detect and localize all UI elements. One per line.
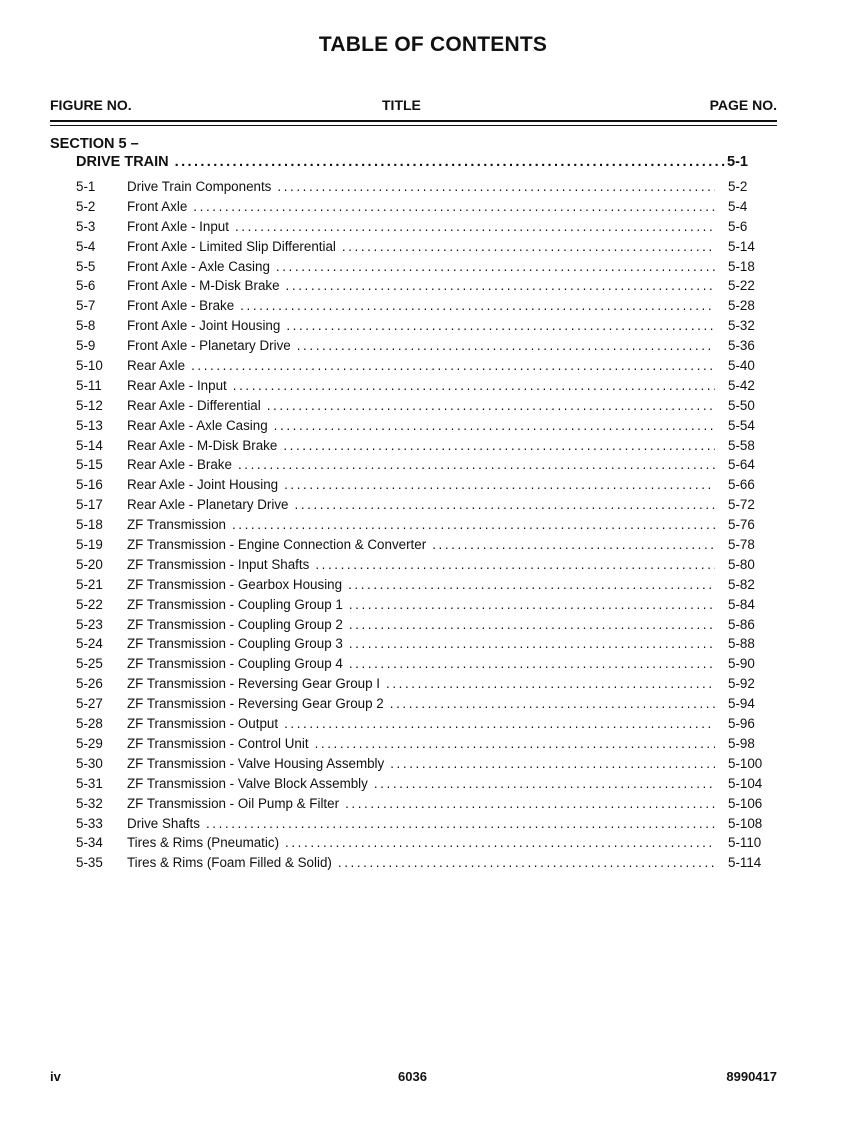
dot-leader <box>191 356 715 376</box>
dot-leader <box>390 754 715 774</box>
section-heading[interactable] <box>76 154 748 174</box>
figure-title: Front Axle - Input <box>127 218 229 234</box>
toc-entry[interactable] <box>76 774 768 794</box>
toc-entry[interactable] <box>76 833 768 853</box>
figure-number: 5-14 <box>76 437 103 453</box>
page-number: 5-40 <box>728 358 755 374</box>
toc-entry[interactable] <box>76 515 768 535</box>
dot-leader <box>267 396 715 416</box>
figure-number: 5-34 <box>76 835 103 851</box>
page-number: 5-84 <box>728 596 755 612</box>
figure-title: Rear Axle - Brake <box>127 457 232 473</box>
dot-leader <box>349 654 715 674</box>
section-page: 5-1 <box>727 154 748 170</box>
page-number: 5-106 <box>728 795 763 811</box>
figure-number: 5-25 <box>76 656 103 672</box>
dot-leader <box>432 535 715 555</box>
page-number: 5-90 <box>728 656 755 672</box>
page-number: 5-14 <box>728 238 755 254</box>
dot-leader <box>193 197 715 217</box>
toc-entry[interactable] <box>76 495 768 515</box>
toc-entry[interactable] <box>76 555 768 575</box>
page-number: 5-6 <box>728 218 748 234</box>
figure-title: ZF Transmission - Gearbox Housing <box>127 576 343 592</box>
page-number: 5-18 <box>728 258 755 274</box>
figure-number: 5-4 <box>76 238 96 254</box>
figure-number: 5-8 <box>76 318 96 334</box>
page-footer <box>50 1069 777 1087</box>
toc-entry[interactable] <box>76 376 768 396</box>
figure-title: ZF Transmission - Oil Pump & Filter <box>127 795 340 811</box>
figure-title: ZF Transmission - Coupling Group 2 <box>127 616 343 632</box>
toc-entry[interactable] <box>76 217 768 237</box>
figure-title: ZF Transmission <box>127 517 226 533</box>
dot-leader <box>348 575 715 595</box>
dot-leader <box>274 416 715 436</box>
figure-number: 5-22 <box>76 596 103 612</box>
dot-leader <box>232 515 715 535</box>
page-number: 5-54 <box>728 417 755 433</box>
toc-entry[interactable] <box>76 475 768 495</box>
figure-title: ZF Transmission - Valve Block Assembly <box>127 775 368 791</box>
figure-title: Rear Axle - Differential <box>127 397 261 413</box>
page-number: 5-50 <box>728 397 755 413</box>
figure-number: 5-11 <box>76 377 102 393</box>
page-number: 5-114 <box>728 855 762 871</box>
toc-entry[interactable] <box>76 853 768 873</box>
figure-number: 5-5 <box>76 258 96 274</box>
figure-title: Drive Train Components <box>127 179 272 194</box>
dot-leader <box>374 774 715 794</box>
toc-entry[interactable] <box>76 455 768 475</box>
dot-leader <box>349 615 715 635</box>
figure-number: 5-32 <box>76 795 103 811</box>
toc-entry[interactable] <box>76 794 768 814</box>
dot-leader <box>206 814 715 834</box>
figure-number: 5-13 <box>76 417 103 433</box>
figure-title: ZF Transmission - Coupling Group 4 <box>127 656 343 672</box>
dot-leader <box>295 495 716 515</box>
column-headers <box>50 97 777 117</box>
title-header: TITLE <box>382 97 421 113</box>
figure-title: Front Axle - Axle Casing <box>127 258 270 274</box>
page-number: 5-94 <box>728 696 755 712</box>
page-no-header: PAGE NO. <box>709 97 777 113</box>
page-number: 5-96 <box>728 716 755 732</box>
page-number: 5-108 <box>728 815 763 831</box>
figure-title: Rear Axle - M-Disk Brake <box>127 437 278 453</box>
page-number: 5-72 <box>728 497 755 513</box>
page-number: 5-22 <box>728 278 755 294</box>
page-number: 5-80 <box>728 556 755 572</box>
dot-leader <box>349 634 715 654</box>
dot-leader <box>240 296 715 316</box>
figure-number: 5-28 <box>76 716 103 732</box>
figure-number: 5-7 <box>76 298 96 314</box>
dot-leader <box>284 475 715 495</box>
figure-number: 5-19 <box>76 537 103 553</box>
figure-number: 5-29 <box>76 735 103 751</box>
figure-number: 5-27 <box>76 696 103 712</box>
figure-title: Tires & Rims (Foam Filled & Solid) <box>127 855 332 871</box>
figure-number: 5-2 <box>76 198 96 214</box>
figure-title: ZF Transmission - Engine Connection & Converter <box>127 537 427 553</box>
page-number: 5-82 <box>728 576 755 592</box>
page-number: 5-66 <box>728 477 755 493</box>
dot-leader <box>342 237 715 257</box>
toc-entry[interactable] <box>76 634 768 654</box>
toc-entry[interactable] <box>76 336 768 356</box>
figure-number: 5-33 <box>76 815 103 831</box>
figure-title: Drive Shafts <box>127 815 200 831</box>
dot-leader <box>238 455 715 475</box>
toc-entry[interactable] <box>76 177 768 197</box>
toc-entry[interactable] <box>76 396 768 416</box>
figure-title: Tires & Rims (Pneumatic) <box>127 835 280 851</box>
figure-title: Front Axle - Brake <box>127 298 235 314</box>
dot-leader <box>390 694 715 714</box>
dot-leader <box>276 257 715 277</box>
figure-number: 5-15 <box>76 457 103 473</box>
page-number: 5-98 <box>728 735 755 751</box>
figure-title: ZF Transmission - Reversing Gear Group 2 <box>127 696 384 712</box>
figure-title: Front Axle - Joint Housing <box>127 318 281 334</box>
figure-number: 5-26 <box>76 676 103 692</box>
figure-title: Rear Axle - Axle Casing <box>127 417 268 433</box>
figure-title: ZF Transmission - Reversing Gear Group I <box>127 676 381 692</box>
figure-number: 5-20 <box>76 556 103 572</box>
figure-number: 5-23 <box>76 616 103 632</box>
toc-entry[interactable] <box>76 356 768 376</box>
toc-entry-list <box>76 177 768 873</box>
section-name: DRIVE TRAIN <box>76 154 169 170</box>
figure-title: ZF Transmission - Output <box>127 716 279 732</box>
footer-model: 6036 <box>398 1069 427 1084</box>
header-rule-thick <box>50 120 777 122</box>
dot-leader <box>386 674 715 694</box>
page-number: 5-4 <box>728 198 748 214</box>
toc-entry[interactable] <box>76 237 768 257</box>
figure-title: ZF Transmission - Coupling Group 1 <box>127 596 343 612</box>
figure-number: 5-24 <box>76 636 103 652</box>
figure-no-header: FIGURE NO. <box>50 97 132 113</box>
page-number: 5-2 <box>728 179 748 194</box>
dot-leader <box>284 714 715 734</box>
figure-number: 5-10 <box>76 358 103 374</box>
toc-entry[interactable] <box>76 595 768 615</box>
figure-title: Rear Axle - Joint Housing <box>127 477 279 493</box>
toc-entry[interactable] <box>76 276 768 296</box>
toc-entry[interactable] <box>76 694 768 714</box>
page-number: 5-104 <box>728 775 763 791</box>
figure-number: 5-31 <box>76 775 103 791</box>
figure-title: ZF Transmission - Input Shafts <box>127 556 310 572</box>
dot-leader <box>315 734 715 754</box>
toc-entry[interactable] <box>76 296 768 316</box>
figure-title: Front Axle <box>127 198 188 214</box>
figure-title: Front Axle - M-Disk Brake <box>127 278 280 294</box>
figure-number: 5-30 <box>76 755 103 771</box>
page-number: 5-78 <box>728 537 755 553</box>
page-number: 5-88 <box>728 636 755 652</box>
footer-doc-number: 8990417 <box>726 1069 777 1084</box>
toc-entry[interactable] <box>76 535 768 555</box>
toc-entry[interactable] <box>76 257 768 277</box>
page-number: 5-76 <box>728 517 755 533</box>
toc-entry[interactable] <box>76 416 768 436</box>
header-rule-thin <box>50 125 777 126</box>
toc-entry[interactable] <box>76 575 768 595</box>
page-number: 5-32 <box>728 318 755 334</box>
figure-number: 5-16 <box>76 477 103 493</box>
toc-entry[interactable] <box>76 734 768 754</box>
dot-leader <box>277 177 715 197</box>
dot-leader <box>338 853 715 873</box>
page-number: 5-42 <box>728 377 755 393</box>
figure-title: Front Axle - Limited Slip Differential <box>127 238 336 254</box>
dot-leader <box>315 555 715 575</box>
dot-leader <box>233 376 715 396</box>
page-number: 5-110 <box>728 835 762 851</box>
figure-number: 5-35 <box>76 855 103 871</box>
toc-entry[interactable] <box>76 714 768 734</box>
page-number: 5-100 <box>728 755 763 771</box>
dot-leader <box>235 217 715 237</box>
figure-number: 5-21 <box>76 576 103 592</box>
figure-title: Front Axle - Planetary Drive <box>127 338 291 354</box>
figure-title: ZF Transmission - Control Unit <box>127 735 309 751</box>
figure-title: ZF Transmission - Coupling Group 3 <box>127 636 343 652</box>
figure-number: 5-6 <box>76 278 96 294</box>
page-number: 5-36 <box>728 338 755 354</box>
toc-entry[interactable] <box>76 615 768 635</box>
dot-leader <box>286 276 715 296</box>
dot-leader <box>349 595 715 615</box>
figure-number: 5-3 <box>76 218 96 234</box>
toc-entry[interactable] <box>76 197 768 217</box>
figure-number: 5-18 <box>76 517 103 533</box>
figure-number: 5-12 <box>76 397 103 413</box>
toc-entry[interactable] <box>76 654 768 674</box>
page-number: 5-86 <box>728 616 755 632</box>
figure-number: 5-1 <box>76 179 96 194</box>
page-number: 5-64 <box>728 457 755 473</box>
figure-title: Rear Axle <box>127 358 186 374</box>
dot-leader <box>345 794 715 814</box>
figure-title: Rear Axle - Input <box>127 377 227 393</box>
figure-number: 5-17 <box>76 497 103 513</box>
page-number: 5-28 <box>728 298 755 314</box>
dot-leader <box>285 833 715 853</box>
figure-title: ZF Transmission - Valve Housing Assembly <box>127 755 385 771</box>
page-title: TABLE OF CONTENTS <box>318 33 548 56</box>
footer-page-roman: iv <box>50 1069 61 1084</box>
toc-entry[interactable] <box>76 316 768 336</box>
dot-leader <box>286 316 715 336</box>
dot-leader <box>297 336 715 356</box>
toc-entry[interactable] <box>76 674 768 694</box>
section-label: SECTION 5 – <box>50 136 139 152</box>
toc-entry[interactable] <box>76 436 768 456</box>
figure-title: Rear Axle - Planetary Drive <box>127 497 289 513</box>
toc-entry[interactable] <box>76 754 768 774</box>
toc-entry[interactable] <box>76 814 768 834</box>
dot-leader <box>283 436 715 456</box>
page-number: 5-92 <box>728 676 755 692</box>
dot-leader <box>175 154 725 170</box>
figure-number: 5-9 <box>76 338 96 354</box>
page-number: 5-58 <box>728 437 755 453</box>
